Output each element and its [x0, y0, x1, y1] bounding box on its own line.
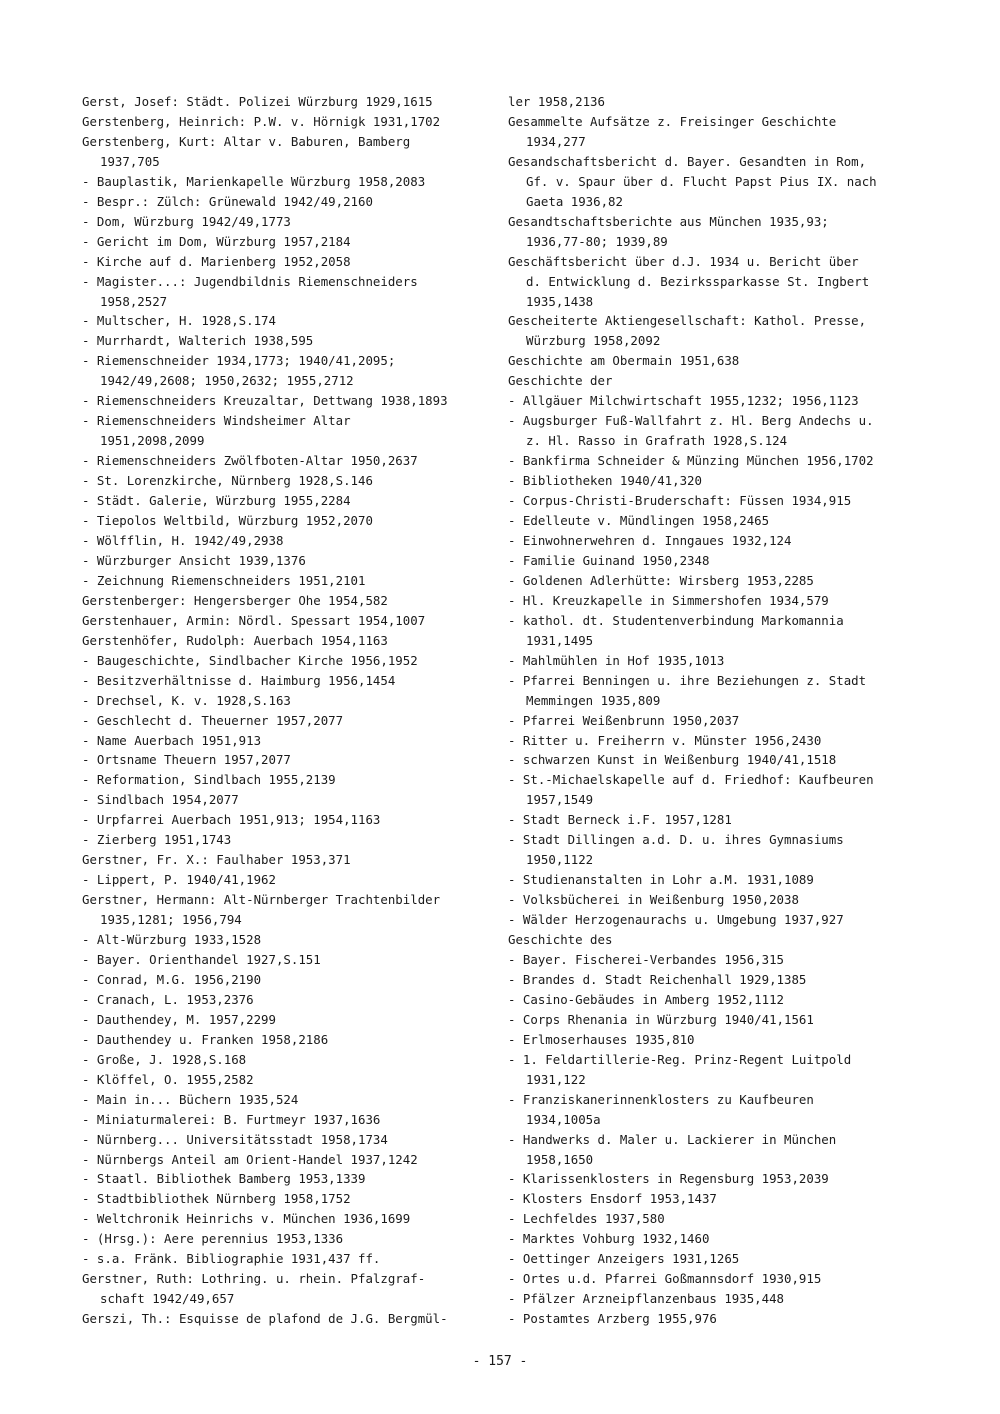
index-entry-line: 1950,1122 [526, 852, 594, 868]
index-entry [508, 591, 928, 611]
index-entry-line: - Allgäuer Milchwirtschaft 1955,1232; 1956,1123 [508, 393, 859, 409]
index-entry [82, 112, 492, 132]
index-entry [508, 531, 928, 551]
index-entry [508, 770, 928, 810]
index-entry-line: Gerstenhöfer, Rudolph: Auerbach 1954,1163 [82, 632, 388, 648]
index-entry [508, 391, 928, 411]
index-entry-line: - Nürnberg... Universitätsstadt 1958,1734 [82, 1131, 388, 1147]
index-entry [508, 950, 928, 970]
index-entry [82, 1269, 492, 1309]
index-entry [82, 471, 492, 491]
index-entry-line: - Edelleute v. Mündlingen 1958,2465 [508, 513, 770, 529]
index-entry-line: - Corpus-Christi-Bruderschaft: Füssen 1934,915 [508, 493, 852, 509]
index-entry [508, 1169, 928, 1189]
index-entry [508, 1249, 928, 1269]
index-entry [508, 571, 928, 591]
index-entry [508, 371, 928, 391]
index-entry [508, 671, 928, 711]
index-entry [508, 1209, 928, 1229]
index-entry-line: - Franziskanerinnenklosters zu Kaufbeuren [508, 1091, 814, 1107]
index-entry [508, 212, 928, 252]
index-entry-line: Gesandschaftsbericht d. Bayer. Gesandten in Rom, [508, 153, 867, 169]
index-entry-line: Gf. v. Spaur über d. Flucht Papst Pius IX. nach [526, 173, 877, 189]
index-entry-line: - Hl. Kreuzkapelle in Simmershofen 1934,579 [508, 592, 829, 608]
index-entry [82, 731, 492, 751]
index-entry [508, 511, 928, 531]
index-entry-line: - Bayer. Orienthandel 1927,S.151 [82, 951, 321, 967]
index-entry-line: - St. Lorenzkirche, Nürnberg 1928,S.146 [82, 473, 373, 489]
index-entry-line: - Reformation, Sindlbach 1955,2139 [82, 772, 336, 788]
index-entry-line: - Bibliotheken 1940/41,320 [508, 473, 702, 489]
index-entry [82, 1209, 492, 1229]
index-entry [82, 651, 492, 671]
index-entry [82, 411, 492, 451]
index-entry-line: - Cranach, L. 1953,2376 [82, 991, 254, 1007]
index-entry [82, 1249, 492, 1269]
page-number: - 157 - [472, 1354, 528, 1369]
index-entry [82, 511, 492, 531]
index-entry-line: 1958,2527 [100, 293, 168, 309]
index-entry [82, 770, 492, 790]
index-entry-line: - Postamtes Arzberg 1955,976 [508, 1311, 717, 1327]
index-entry-line: - Kirche auf d. Marienberg 1952,2058 [82, 253, 351, 269]
index-entry [508, 870, 928, 890]
index-entry [508, 1229, 928, 1249]
index-entry [82, 351, 492, 391]
index-entry [508, 890, 928, 910]
index-entry [508, 451, 928, 471]
right-column [508, 92, 928, 1329]
index-entry-line: 1935,1438 [526, 293, 594, 309]
index-entry-line: - St.-Michaelskapelle auf d. Friedhof: Kaufbeuren [508, 772, 874, 788]
index-entry-line: Gerst, Josef: Städt. Polizei Würzburg 1929,1615 [82, 94, 433, 109]
index-entry [508, 1269, 928, 1289]
index-entry-line: - Klarissenklosters in Regensburg 1953,2039 [508, 1171, 829, 1187]
index-entry-line: - Stadt Dillingen a.d. D. u. ihres Gymnasiums [508, 832, 844, 848]
index-entry-line: - Wälder Herzogenaurachs u. Umgebung 1937,927 [508, 912, 844, 928]
index-entry [82, 950, 492, 970]
index-entry [82, 830, 492, 850]
index-entry [82, 551, 492, 571]
index-entry-line: - Brandes d. Stadt Reichenhall 1929,1385 [508, 971, 807, 987]
index-entry-line: - Ortes u.d. Pfarrei Goßmannsdorf 1930,915 [508, 1271, 822, 1287]
index-entry-line: 1934,277 [526, 133, 586, 149]
index-entry-line: - Alt-Würzburg 1933,1528 [82, 932, 262, 948]
index-entry-line: Gerstner, Hermann: Alt-Nürnberger Trachtenbilder [82, 892, 441, 908]
index-entry [508, 930, 928, 950]
index-entry [82, 1010, 492, 1030]
index-entry-line: - Städt. Galerie, Würzburg 1955,2284 [82, 493, 351, 509]
index-entry-line: 1937,705 [100, 153, 160, 169]
index-entry [82, 1309, 492, 1329]
index-entry [508, 152, 928, 212]
index-entry [508, 990, 928, 1010]
index-entry-line: - Augsburger Fuß-Wallfahrt z. Hl. Berg Andechs u. [508, 413, 874, 429]
index-entry-line: Gerstner, Ruth: Lothring. u. rhein. Pfalzgraf- [82, 1271, 426, 1287]
index-entry-line: - Casino-Gebäudes in Amberg 1952,1112 [508, 991, 785, 1007]
index-entry-line: - Wölfflin, H. 1942/49,2938 [82, 532, 284, 548]
index-entry [82, 870, 492, 890]
index-entry [82, 810, 492, 830]
index-entry [82, 930, 492, 950]
index-entry-line: Geschäftsbericht über d.J. 1934 u. Bericht über [508, 253, 859, 269]
index-entry [508, 1309, 928, 1329]
index-entry-line: - Murrhardt, Walterich 1938,595 [82, 333, 314, 349]
index-entry [82, 311, 492, 331]
index-entry-line: 1935,1281; 1956,794 [100, 912, 242, 928]
index-entry-line: Gerstner, Fr. X.: Faulhaber 1953,371 [82, 852, 351, 868]
index-entry-line: - Marktes Vohburg 1932,1460 [508, 1231, 710, 1247]
index-entry [508, 830, 928, 870]
index-entry [508, 92, 928, 112]
index-entry [82, 1169, 492, 1189]
index-entry [82, 391, 492, 411]
index-entry-line: - Riemenschneiders Windsheimer Altar [82, 413, 351, 429]
index-entry [508, 1010, 928, 1030]
index-entry-line: Geschichte am Obermain 1951,638 [508, 353, 740, 369]
index-entry-line: - Dauthendey, M. 1957,2299 [82, 1011, 276, 1027]
index-entry-line: - Studienanstalten in Lohr a.M. 1931,1089 [508, 872, 814, 888]
index-entry [82, 1189, 492, 1209]
index-entry-line: - Bauplastik, Marienkapelle Würzburg 1958,2083 [82, 173, 426, 189]
index-entry-line: - (Hrsg.): Aere perennius 1953,1336 [82, 1231, 344, 1247]
index-entry [508, 970, 928, 990]
index-entry-line: - Einwohnerwehren d. Inngaues 1932,124 [508, 532, 792, 548]
index-entry-line: - Ritter u. Freiherrn v. Münster 1956,2430 [508, 732, 822, 748]
index-entry-line: Gerstenberg, Heinrich: P.W. v. Hörnigk 1931,1702 [82, 113, 441, 129]
index-entry [508, 351, 928, 371]
index-entry-line: - Klosters Ensdorf 1953,1437 [508, 1191, 717, 1207]
index-entry-line: - Volksbücherei in Weißenburg 1950,2038 [508, 892, 799, 908]
index-entry-line: - Erlmoserhauses 1935,810 [508, 1031, 695, 1047]
index-entry [82, 252, 492, 272]
index-entry [508, 551, 928, 571]
index-entry-line: 1934,1005a [526, 1111, 601, 1127]
index-entry-line: - Riemenschneiders Kreuzaltar, Dettwang 1938,1893 [82, 393, 448, 409]
index-entry-line: - Nürnbergs Anteil am Orient-Handel 1937,1242 [82, 1151, 418, 1167]
index-entry [508, 311, 928, 351]
index-entry-line: Geschichte der [508, 373, 613, 389]
index-entry-line: - Würzburger Ansicht 1939,1376 [82, 552, 306, 568]
index-entry [508, 1189, 928, 1209]
index-entry [82, 232, 492, 252]
index-entry [82, 1110, 492, 1130]
index-entry-line: - Main in... Büchern 1935,524 [82, 1091, 299, 1107]
index-entry [82, 192, 492, 212]
index-entry-line: - 1. Feldartillerie-Reg. Prinz-Regent Luitpold [508, 1051, 852, 1067]
index-entry-line: - Geschlecht d. Theuerner 1957,2077 [82, 712, 344, 728]
index-entry-line: - Oettinger Anzeigers 1931,1265 [508, 1251, 740, 1267]
index-entry-line: - Riemenschneiders Zwölfboten-Altar 1950,2637 [82, 453, 418, 469]
index-entry [508, 411, 928, 451]
index-entry-line: schaft 1942/49,657 [100, 1291, 235, 1307]
index-entry [508, 1090, 928, 1130]
index-entry-line: - Drechsel, K. v. 1928,S.163 [82, 692, 291, 708]
index-entry-line: - Handwerks d. Maler u. Lackierer in München [508, 1131, 837, 1147]
index-entry [508, 491, 928, 511]
index-entry [82, 571, 492, 591]
index-entry-line: Memmingen 1935,809 [526, 692, 661, 708]
index-entry-line: - Familie Guinand 1950,2348 [508, 552, 710, 568]
index-entry [82, 591, 492, 611]
index-entry-line: Geschichte des [508, 932, 613, 948]
index-entry-line: - Zeichnung Riemenschneiders 1951,2101 [82, 572, 366, 588]
index-entry-line: - Stadt Berneck i.F. 1957,1281 [508, 812, 732, 828]
index-entry [508, 1130, 928, 1170]
index-entry-line: Gerstenhauer, Armin: Nördl. Spessart 1954,1007 [82, 612, 426, 628]
index-entry [508, 810, 928, 830]
index-entry-line: - Pfarrei Benningen u. ihre Beziehungen z. Stadt [508, 672, 867, 688]
index-entry-line: - Riemenschneider 1934,1773; 1940/41,2095; [82, 353, 396, 369]
index-entry [82, 850, 492, 870]
index-entry-line: - Bespr.: Zülch: Grünewald 1942/49,2160 [82, 193, 373, 209]
index-entry-line: - Bankfirma Schneider & Münzing München 1956,1702 [508, 453, 874, 469]
index-entry-line: - Zierberg 1951,1743 [82, 832, 232, 848]
index-entry [508, 611, 928, 651]
index-entry-line: - Pfälzer Arzneipflanzenbaus 1935,448 [508, 1291, 785, 1307]
index-entry-line: Gesandtschaftsberichte aus München 1935,93; [508, 213, 829, 229]
index-entry [82, 1070, 492, 1090]
left-column [82, 92, 492, 1329]
index-entry-line: - Lippert, P. 1940/41,1962 [82, 872, 276, 888]
index-entry [508, 750, 928, 770]
index-entry [82, 990, 492, 1010]
index-entry-line: - Weltchronik Heinrichs v. München 1936,1699 [82, 1211, 411, 1227]
index-entry [82, 92, 492, 112]
index-entry-line: 1942/49,2608; 1950,2632; 1955,2712 [100, 373, 354, 389]
index-entry-line: ler 1958,2136 [508, 94, 605, 109]
index-entry [82, 711, 492, 731]
index-entry [82, 1130, 492, 1150]
index-entry-line: - Multscher, H. 1928,S.174 [82, 313, 276, 329]
index-entry-line: - Baugeschichte, Sindlbacher Kirche 1956,1952 [82, 652, 418, 668]
index-entry [508, 1289, 928, 1309]
index-entry [82, 790, 492, 810]
index-entry [508, 910, 928, 930]
index-entry-line: d. Entwicklung d. Bezirkssparkasse St. Ingbert [526, 273, 870, 289]
index-entry-line: - Pfarrei Weißenbrunn 1950,2037 [508, 712, 740, 728]
index-entry-line: - Dom, Würzburg 1942/49,1773 [82, 213, 291, 229]
index-entry-line: - Dauthendey u. Franken 1958,2186 [82, 1031, 329, 1047]
index-entry [82, 132, 492, 172]
index-entry [82, 331, 492, 351]
index-entry [82, 1090, 492, 1110]
index-entry-line: - Goldenen Adlerhütte: Wirsberg 1953,2285 [508, 572, 814, 588]
index-entry [82, 1229, 492, 1249]
index-entry [82, 451, 492, 471]
index-entry-line: - Besitzverhältnisse d. Haimburg 1956,1454 [82, 672, 396, 688]
index-entry [508, 651, 928, 671]
index-entry-line: 1931,122 [526, 1071, 586, 1087]
index-entry-line: Gerstenberger: Hengersberger Ohe 1954,582 [82, 592, 388, 608]
index-entry [82, 750, 492, 770]
index-entry-line: z. Hl. Rasso in Grafrath 1928,S.124 [526, 433, 788, 449]
index-entry [82, 531, 492, 551]
index-entry-line: - schwarzen Kunst in Weißenburg 1940/41,1518 [508, 752, 837, 768]
index-entry [508, 471, 928, 491]
index-entry [508, 1030, 928, 1050]
index-entry [82, 1030, 492, 1050]
index-entry-line: - Miniaturmalerei: B. Furtmeyr 1937,1636 [82, 1111, 381, 1127]
index-entry [82, 212, 492, 232]
index-entry [82, 631, 492, 651]
index-entry-line: Gescheiterte Aktiengesellschaft: Kathol. Presse, [508, 313, 867, 329]
index-entry [82, 691, 492, 711]
index-entry [508, 1050, 928, 1090]
index-entry [82, 172, 492, 192]
index-entry-line: - Name Auerbach 1951,913 [82, 732, 262, 748]
index-entry-line: Gesammelte Aufsätze z. Freisinger Geschichte [508, 113, 837, 129]
index-entry-line: Gaeta 1936,82 [526, 193, 623, 209]
index-entry-line: - Staatl. Bibliothek Bamberg 1953,1339 [82, 1171, 366, 1187]
index-entry [82, 491, 492, 511]
index-entry-line: - Corps Rhenania in Würzburg 1940/41,1561 [508, 1011, 814, 1027]
index-entry-line: - Conrad, M.G. 1956,2190 [82, 971, 262, 987]
index-entry-line: - Mahlmühlen in Hof 1935,1013 [508, 652, 725, 668]
index-entry-line: Gerstenberg, Kurt: Altar v. Baburen, Bamberg [82, 133, 411, 149]
index-entry-line: - Gericht im Dom, Würzburg 1957,2184 [82, 233, 351, 249]
index-entry-line: - Urpfarrei Auerbach 1951,913; 1954,1163 [82, 812, 381, 828]
index-entry [82, 611, 492, 631]
index-entry-line: - Klöffel, O. 1955,2582 [82, 1071, 254, 1087]
index-entry-line: 1958,1650 [526, 1151, 594, 1167]
index-entry [508, 252, 928, 312]
index-entry-line: - Tiepolos Weltbild, Würzburg 1952,2070 [82, 513, 373, 529]
index-entry-line: - Ortsname Theuern 1957,2077 [82, 752, 291, 768]
index-entry [82, 272, 492, 312]
index-entry-line: - s.a. Fränk. Bibliographie 1931,437 ff. [82, 1251, 381, 1267]
index-entry-line: - kathol. dt. Studentenverbindung Markomannia [508, 612, 844, 628]
index-entry-line: - Stadtbibliothek Nürnberg 1958,1752 [82, 1191, 351, 1207]
index-entry-line: Würzburg 1958,2092 [526, 333, 661, 349]
index-entry-line: - Bayer. Fischerei-Verbandes 1956,315 [508, 951, 785, 967]
index-entry-line: - Große, J. 1928,S.168 [82, 1051, 247, 1067]
index-entry-line: - Magister...: Jugendbildnis Riemenschneiders [82, 273, 418, 289]
index-entry [508, 731, 928, 751]
index-entry [82, 1050, 492, 1070]
index-entry [82, 970, 492, 990]
index-entry-line: - Sindlbach 1954,2077 [82, 792, 239, 808]
index-entry [82, 1150, 492, 1170]
index-entry [82, 671, 492, 691]
index-entry [82, 890, 492, 930]
index-entry-line: 1931,1495 [526, 632, 594, 648]
index-entry-line: 1936,77-80; 1939,89 [526, 233, 668, 249]
index-entry-line: Gerszi, Th.: Esquisse de plafond de J.G. Bergmül- [82, 1311, 448, 1327]
index-entry-line: - Lechfeldes 1937,580 [508, 1211, 665, 1227]
index-entry-line: 1951,2098,2099 [100, 433, 205, 449]
index-entry-line: 1957,1549 [526, 792, 594, 808]
index-entry [508, 711, 928, 731]
index-entry [508, 112, 928, 152]
